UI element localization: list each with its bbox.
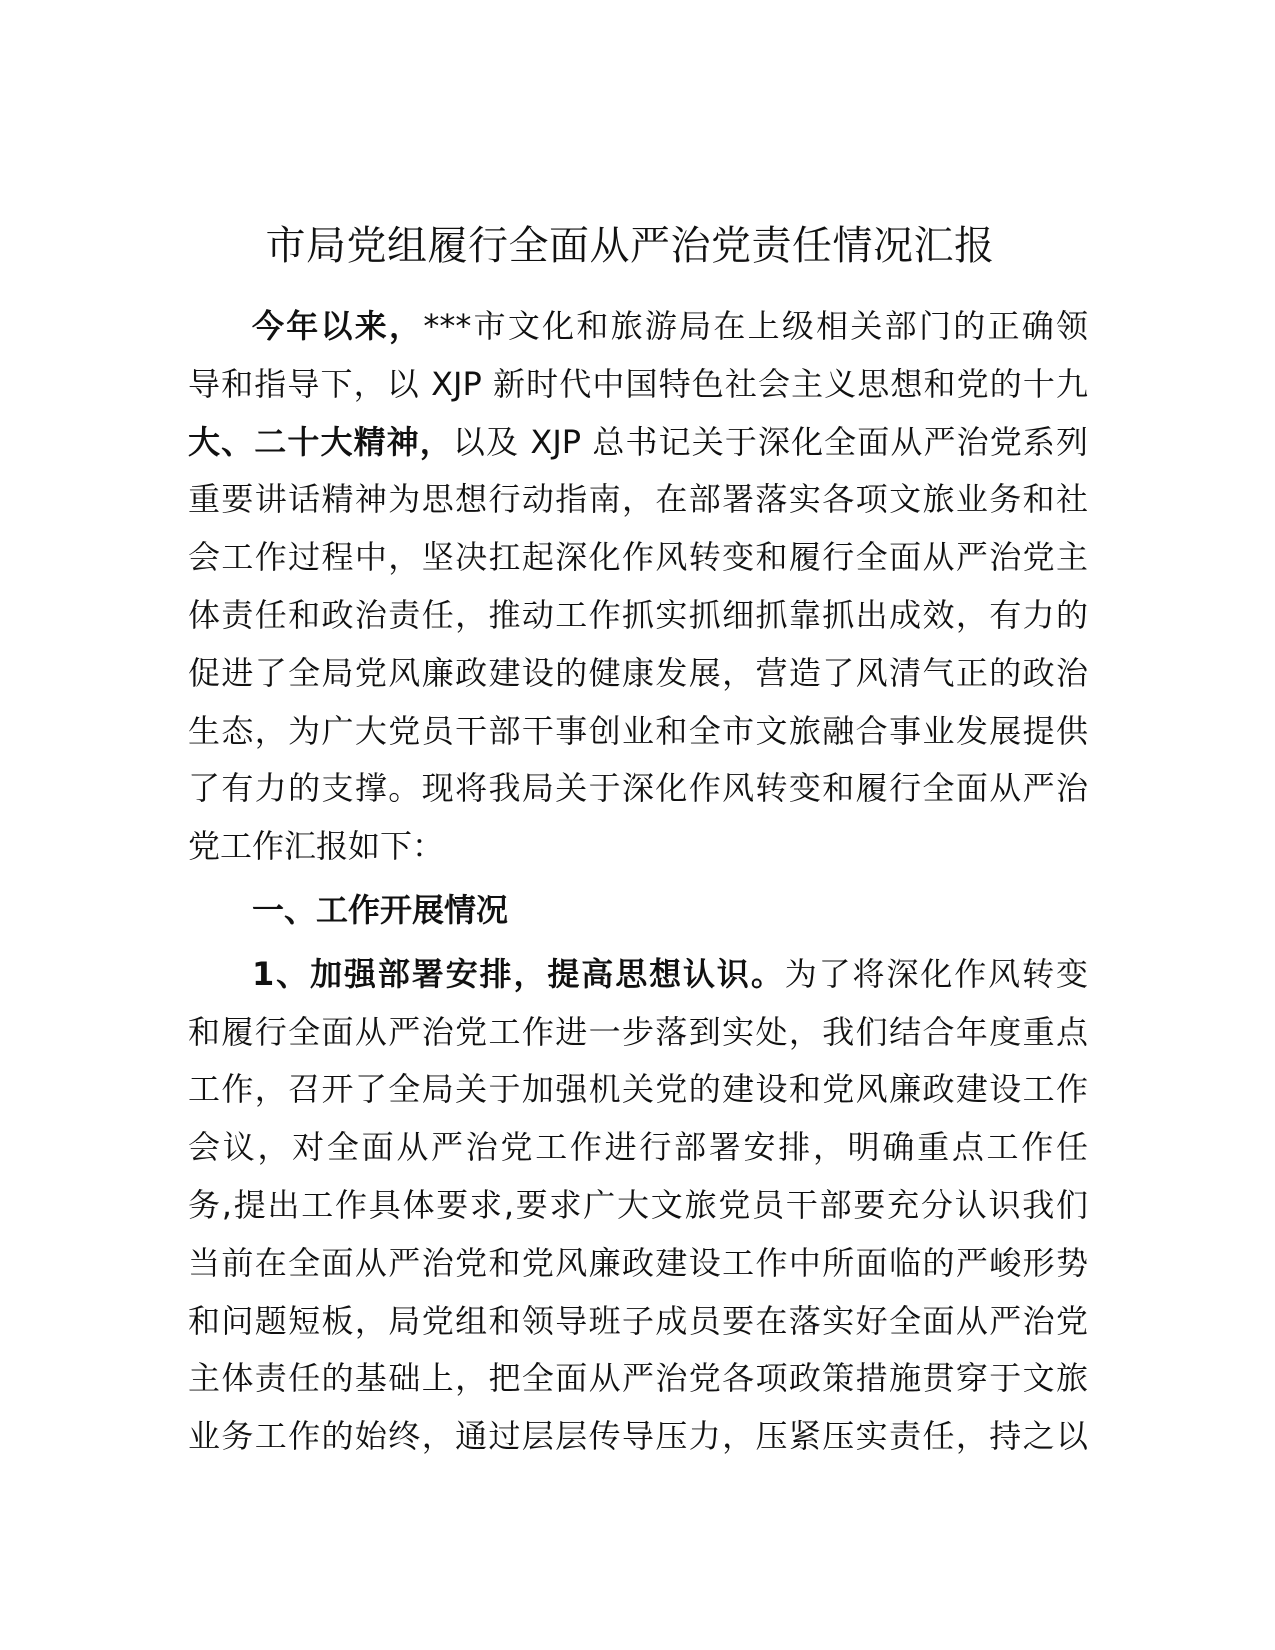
paragraph-line: 重要讲话精神为思想行动指南，在部署落实各项文旅业务和社 [188, 480, 1088, 519]
paragraph-line: 生态，为广大党员干部干事创业和全市文旅融合事业发展提供 [188, 711, 1088, 750]
item-line-text: 为了将深化作风转变 [784, 954, 1088, 993]
document-title: 市局党组履行全面从严治党责任情况汇报 [265, 223, 995, 269]
paragraph-line: 工作，召开了全局关于加强机关党的建设和党风廉政建设工作 [188, 1070, 1088, 1109]
intro-line-text: ***市文化和旅游局在上级相关部门的正确领 [423, 307, 1088, 345]
paragraph-line: 当前在全面从严治党和党风廉政建设工作中所面临的严峻形势 [188, 1243, 1088, 1282]
paragraph-line: 促进了全局党风廉政建设的健康发展，营造了风清气正的政治 [188, 653, 1088, 692]
paragraph-line: 务,提出工作具体要求,要求广大文旅党员干部要充分认识我们 [188, 1185, 1088, 1224]
intro-line-text: 以及 XJP 总书记关于深化全面从严治党系列 [452, 422, 1088, 461]
paragraph-line: 了有力的支撑。现将我局关于深化作风转变和履行全面从严治 [188, 769, 1088, 808]
paragraph-line: 和履行全面从严治党工作进一步落到实处，我们结合年度重点 [188, 1012, 1088, 1051]
intro-lead: 今年以来， [252, 307, 424, 345]
document-body [188, 298, 1088, 1466]
paragraph-line: 主体责任的基础上，把全面从严治党各项政策措施贯穿于文旅 [188, 1359, 1088, 1398]
intro-bold-phrase: 大、二十大精神， [188, 422, 453, 461]
paragraph-line: 体责任和政治责任，推动工作抓实抓细抓靠抓出成效，有力的 [188, 595, 1088, 634]
item-heading: 1、加强部署安排，提高思想认识。 [252, 954, 785, 993]
paragraph-line: 业务工作的始终，通过层层传导压力，压紧压实责任，持之以 [188, 1417, 1088, 1456]
paragraph-line: 导和指导下，以 XJP 新时代中国特色社会主义思想和党的十九 [188, 364, 1088, 403]
paragraph-line: 会工作过程中，坚决扛起深化作风转变和履行全面从严治党主 [188, 538, 1088, 577]
section-heading: 一、工作开展情况 [252, 890, 509, 929]
paragraph-line: 和问题短板，局党组和领导班子成员要在落实好全面从严治党 [188, 1301, 1088, 1340]
paragraph-line [188, 414, 1088, 472]
paragraph-line: 会议，对全面从严治党工作进行部署安排，明确重点工作任 [188, 1128, 1088, 1167]
paragraph-line: 党工作汇报如下： [188, 827, 445, 866]
paragraph-line [188, 946, 1088, 1004]
paragraph-line [188, 298, 1088, 356]
